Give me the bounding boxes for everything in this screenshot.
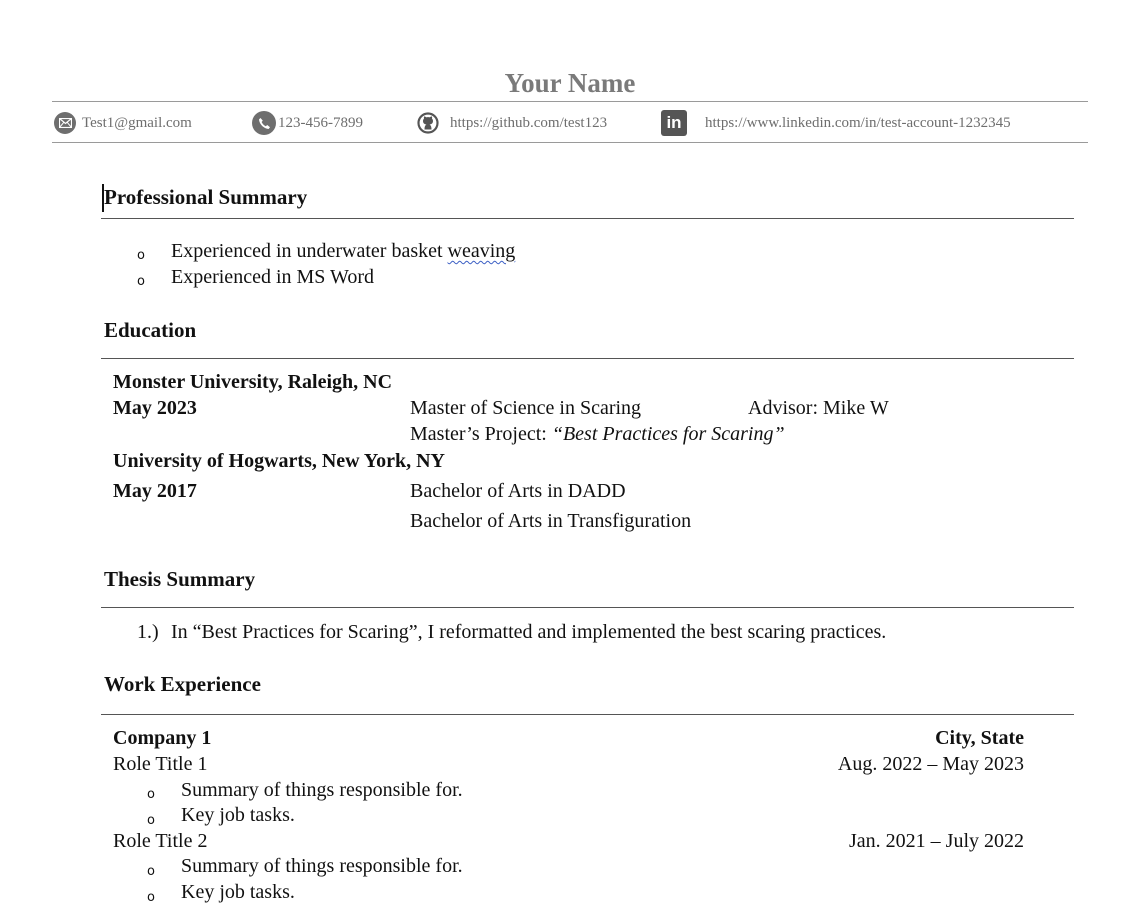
section-rule-education — [101, 358, 1074, 359]
section-title-summary[interactable]: Professional Summary — [104, 185, 308, 209]
thesis-number: 1.) — [137, 621, 159, 643]
work-task-1-1[interactable]: Summary of things responsible for. — [181, 779, 463, 801]
thesis-text[interactable]: In “Best Practices for Scaring”, I reformatted and implemented the best scaring practices. — [171, 621, 887, 643]
summary-bullet-2: o — [137, 274, 145, 289]
section-title-education[interactable]: Education — [104, 318, 197, 342]
work-task-2-1[interactable]: Summary of things responsible for. — [181, 855, 463, 877]
work-task-bullet: o — [147, 813, 155, 828]
work-company[interactable]: Company 1 — [113, 727, 212, 749]
work-role-title-2[interactable]: Role Title 2 — [113, 830, 208, 852]
work-role-title-1[interactable]: Role Title 1 — [113, 753, 208, 775]
summary-item-2[interactable]: Experienced in MS Word — [171, 266, 374, 288]
summary-bullet-1: o — [137, 248, 145, 263]
education-degree-1[interactable]: Master of Science in Scaring — [410, 397, 642, 419]
work-role-dates-2[interactable]: Jan. 2021 – July 2022 — [849, 830, 1024, 852]
work-task-1-2[interactable]: Key job tasks. — [181, 804, 295, 826]
section-rule-summary — [101, 218, 1074, 219]
phone-text: 123-456-7899 — [278, 114, 363, 131]
section-title-thesis[interactable]: Thesis Summary — [104, 567, 256, 591]
contact-email[interactable] — [54, 104, 192, 142]
summary-item-1[interactable]: Experienced in underwater basket weaving — [171, 240, 516, 262]
contact-linkedin[interactable] — [661, 104, 1011, 142]
work-role-dates-1[interactable]: Aug. 2022 – May 2023 — [837, 753, 1024, 775]
education-advisor[interactable]: Advisor: Mike W — [748, 397, 889, 419]
github-icon — [416, 111, 440, 135]
contact-github[interactable] — [416, 104, 607, 142]
linkedin-icon: in — [661, 110, 687, 136]
section-rule-thesis — [101, 607, 1074, 608]
contact-bar — [52, 104, 1088, 142]
work-task-2-2[interactable]: Key job tasks. — [181, 881, 295, 903]
work-location[interactable]: City, State — [935, 727, 1024, 749]
linkedin-text: https://www.linkedin.com/in/test-account-1232345 — [705, 114, 1011, 131]
contact-top-rule — [52, 101, 1088, 102]
spellcheck-flagged-word[interactable]: weaving — [447, 240, 516, 262]
contact-bottom-rule — [52, 142, 1088, 143]
work-task-bullet: o — [147, 864, 155, 879]
education-date-1[interactable]: May 2023 — [113, 397, 197, 419]
section-title-work[interactable]: Work Experience — [104, 672, 261, 696]
education-date-2[interactable]: May 2017 — [113, 480, 197, 502]
education-school-2[interactable]: University of Hogwarts, New York, NY — [113, 450, 445, 472]
work-task-bullet: o — [147, 890, 155, 905]
github-text: https://github.com/test123 — [450, 114, 608, 131]
section-rule-work — [101, 714, 1074, 715]
education-degree-2a[interactable]: Bachelor of Arts in DADD — [410, 480, 626, 502]
resume-name[interactable]: Your Name — [504, 68, 636, 98]
contact-phone[interactable] — [252, 104, 363, 142]
phone-icon — [252, 111, 276, 135]
education-project[interactable]: Master’s Project: “Best Practices for Scaring” — [410, 423, 785, 445]
email-icon — [54, 112, 76, 134]
education-school-1[interactable]: Monster University, Raleigh, NC — [113, 371, 393, 393]
project-title: “Best Practices for Scaring” — [551, 423, 785, 445]
email-text: Test1@gmail.com — [82, 114, 192, 131]
education-degree-2b[interactable]: Bachelor of Arts in Transfiguration — [410, 510, 692, 532]
work-task-bullet: o — [147, 787, 155, 802]
